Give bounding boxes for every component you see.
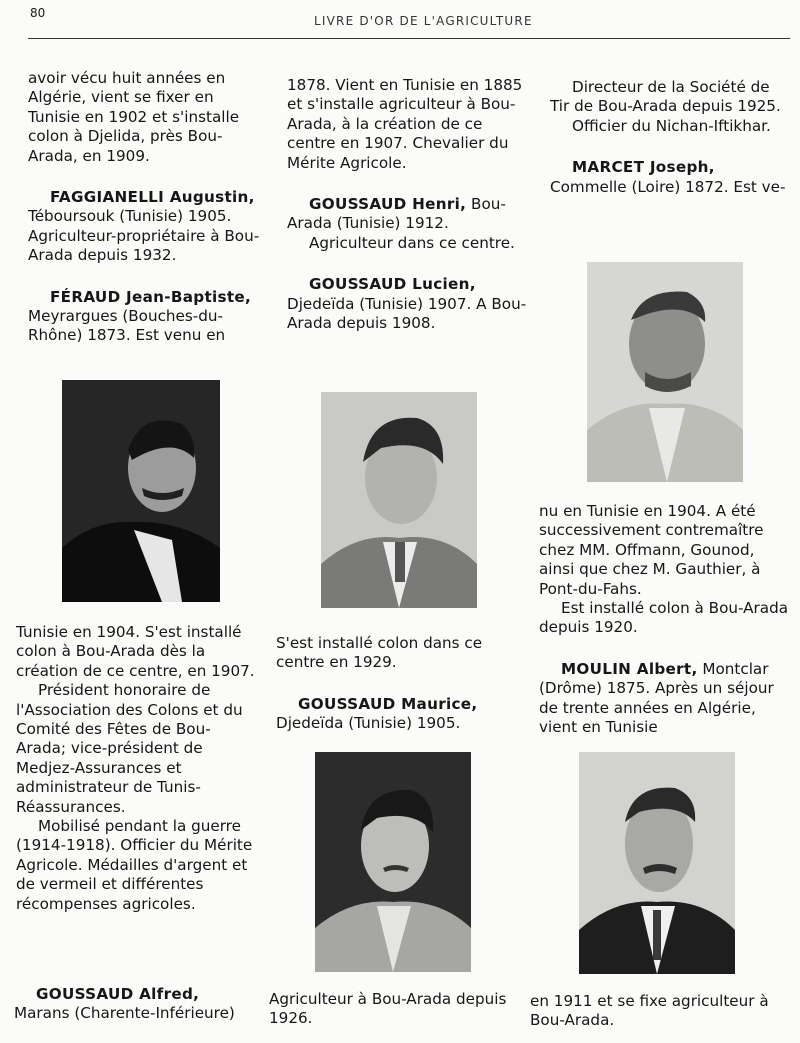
- column-3-top: [550, 78, 792, 197]
- entry-name: MARCET Joseph,: [572, 158, 715, 177]
- entry-goussaud-maurice: [276, 695, 526, 734]
- column-1-bottom: [16, 623, 256, 914]
- page-header: [28, 4, 790, 39]
- entry-marcet: [550, 158, 792, 197]
- paragraph: en 1911 et se fixe agriculteur à Bou-Arada.: [530, 992, 769, 1030]
- page-number: 80: [30, 6, 46, 20]
- entry-text: Djedeïda (Tunisie) 1905.: [276, 714, 461, 733]
- paragraph: S'est installé colon dans ce centre en 1929.: [276, 634, 483, 672]
- paragraph: Agriculteur dans ce centre.: [309, 233, 515, 252]
- paragraph: Est installé colon à Bou-Arada depuis 1920.: [539, 599, 789, 637]
- entry-name: GOUSSAUD Lucien,: [309, 275, 476, 294]
- paragraph: Tunisie en 1904. S'est installé colon à Bou-Arada dès la création de ce centre, en 1907.: [16, 623, 255, 680]
- paragraph: Mobilisé pendant la guerre (1914-1918). Officier du Mérite Agricole. Médailles d'argent et de vermeil et différentes récompenses agricoles.: [16, 817, 253, 913]
- entry-text: Marans (Charente-Inférieure): [14, 1004, 235, 1023]
- portrait-photo-feraud: [62, 380, 220, 602]
- portrait-photo-maurice: [315, 752, 471, 972]
- entry-faggianelli: [28, 188, 268, 266]
- paragraph: Officier du Nichan-Iftikhar.: [572, 116, 771, 135]
- running-title: LIVRE D'OR DE L'AGRICULTURE: [314, 14, 533, 28]
- entry-text: Meyrargues (Bouches-du-Rhône) 1873. Est venu en: [28, 307, 226, 345]
- paragraph: Directeur de la Société de Tir de Bou-Arada depuis 1925.: [550, 78, 781, 116]
- entry-name: GOUSSAUD Alfred,: [36, 985, 200, 1003]
- column-3-middle: [539, 502, 789, 737]
- entry-text: Djedeïda (Tunisie) 1907. A Bou-Arada depuis 1908.: [287, 294, 527, 333]
- entry-name: FAGGIANELLI Augustin,: [50, 188, 255, 207]
- paragraph: avoir vécu huit années en Algérie, vient se fixer en Tunisie en 1902 et s'installe colon à Djelida, près Bou-Arada, en 1909.: [28, 69, 240, 165]
- entry-text: Bou-Arada (Tunisie) 1912.: [287, 195, 506, 233]
- paragraph: nu en Tunisie en 1904. A été successivement contremaître chez MM. Offmann, Gounod, ainsi que chez M. Gauthier, à Pont-du-Fahs.: [539, 502, 764, 598]
- paragraph: Agriculteur à Bou-Arada depuis 1926.: [269, 990, 507, 1028]
- entry-goussaud-alfred: [14, 985, 254, 1024]
- paragraph: Président honoraire de l'Association des Colons et du Comité des Fêtes de Bou-Arada; vice-président de Medjez-Assurances et administrateur de Tunis-Réassurances.: [16, 681, 243, 816]
- entry-name: MOULIN Albert,: [561, 659, 698, 678]
- entry-name: GOUSSAUD Maurice,: [298, 694, 478, 713]
- column-2-middle: [276, 634, 526, 734]
- entry-text: Commelle (Loire) 1872. Est ve-: [550, 177, 786, 196]
- entry-moulin: [539, 660, 789, 738]
- entry-text: Montclar (Drôme) 1875. Après un séjour de trente années en Algérie, vient en Tunisie: [539, 659, 774, 737]
- paragraph: 1878. Vient en Tunisie en 1885 et s'installe agriculteur à Bou-Arada, à la création de ce centre en 1907. Chevalier du Mérite Agricole.: [287, 76, 523, 172]
- column-3-bottom: [530, 992, 786, 1031]
- portrait-photo-moulin: [579, 752, 735, 974]
- entry-text: Téboursouk (Tunisie) 1905. Agriculteur-propriétaire à Bou-Arada depuis 1932.: [28, 207, 260, 265]
- column-2-bottom: [269, 990, 519, 1029]
- column-2-top: [287, 76, 527, 333]
- portrait-photo-lucien: [321, 392, 477, 608]
- entry-goussaud-lucien: [287, 275, 527, 333]
- portrait-photo-marcet: [587, 262, 743, 482]
- entry-name: FÉRAUD Jean-Baptiste,: [50, 287, 252, 306]
- entry-feraud: [28, 288, 268, 346]
- entry-name: GOUSSAUD Henri,: [309, 195, 467, 214]
- column-1-top: [28, 69, 268, 346]
- entry-goussaud-henri: [287, 195, 527, 234]
